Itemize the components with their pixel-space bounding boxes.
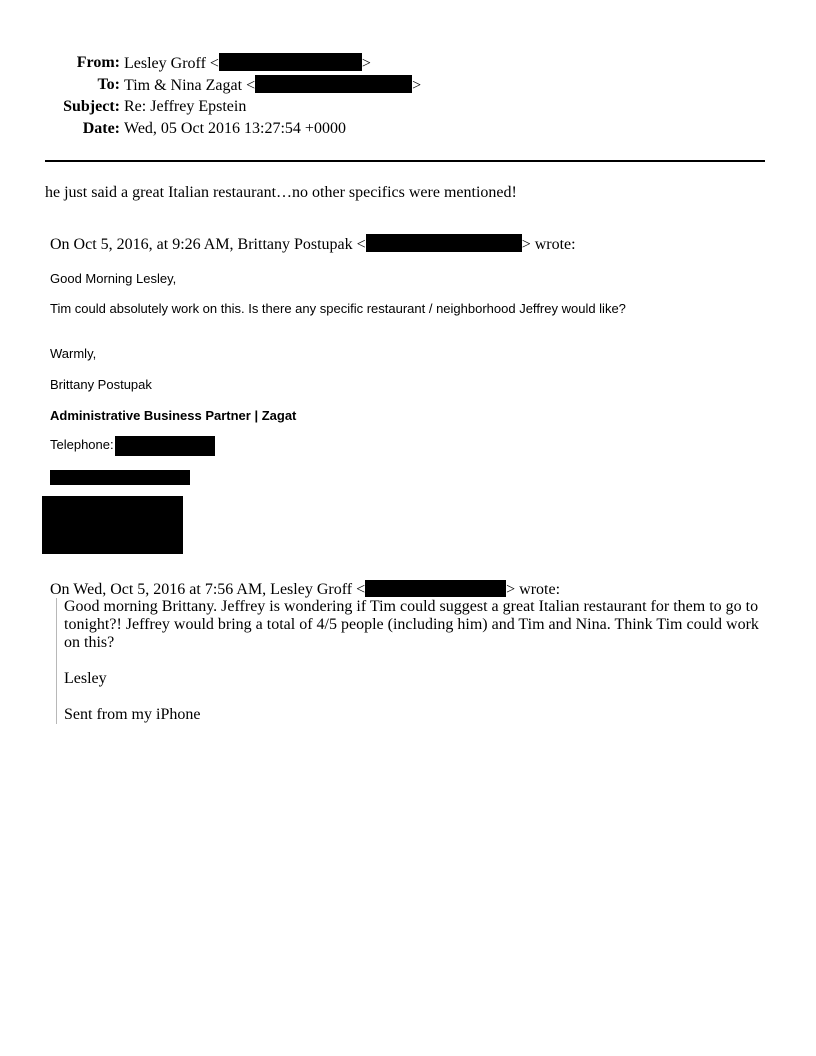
quote1-telephone [50,437,114,453]
quote1-attribution [50,234,576,254]
from-label: From: [76,54,120,71]
redaction-box [365,580,506,597]
quote2-signoff: Lesley [64,670,107,687]
close-bracket: > [361,55,371,72]
quote2-sent-from: Sent from my iPhone [64,706,201,723]
to-name: Tim & Nina Zagat < [124,77,256,94]
quote1-attribution-start: On Oct 5, 2016, at 9:26 AM, Brittany Postupak < [50,236,366,253]
to-value [124,75,421,95]
to-label: To: [97,76,120,93]
quote2-attribution-end: > wrote: [506,581,561,598]
close-bracket: > [412,77,422,94]
from-value [124,53,371,73]
quote1-sig-title: Administrative Business Partner | Zagat [50,408,297,423]
quote1-body: Tim could absolutely work on this. Is there any specific restaurant / neighborhood Jeffrey would like? [50,301,626,316]
quote1-sig-name: Brittany Postupak [50,377,152,392]
redaction-box [42,496,183,554]
redaction-box [115,436,215,456]
date-label: Date: [82,120,120,137]
subject-value: Re: Jeffrey Epstein [124,98,247,115]
date-value: Wed, 05 Oct 2016 13:27:54 +0000 [124,120,346,137]
quote1-closing: Warmly, [50,346,97,361]
from-name: Lesley Groff < [124,55,219,72]
quote2-attribution [50,580,560,599]
quote2-body-line2: tonight?! Jeffrey would bring a total of 4/5 people (including him) and Tim and Nina. Think Tim could work [64,616,759,633]
reply-body: he just said a great Italian restaurant…no other specifics were mentioned! [45,184,517,201]
redaction-box [255,75,412,93]
subject-label: Subject: [63,98,120,115]
quote2-body-line3: on this? [64,634,115,651]
quote2-attribution-start: On Wed, Oct 5, 2016 at 7:56 AM, Lesley Groff < [50,581,366,598]
redaction-box [50,470,190,485]
quote2-body-line1: Good morning Brittany. Jeffrey is wondering if Tim could suggest a great Italian restaurant for them to go to [64,598,759,615]
quote1-greeting: Good Morning Lesley, [50,271,177,286]
telephone-label: Telephone: [50,437,114,452]
quoted-message [56,598,765,724]
header-divider [45,160,765,162]
redaction-box [219,53,362,71]
quote1-attribution-end: > wrote: [521,236,576,253]
redaction-box [366,234,522,252]
